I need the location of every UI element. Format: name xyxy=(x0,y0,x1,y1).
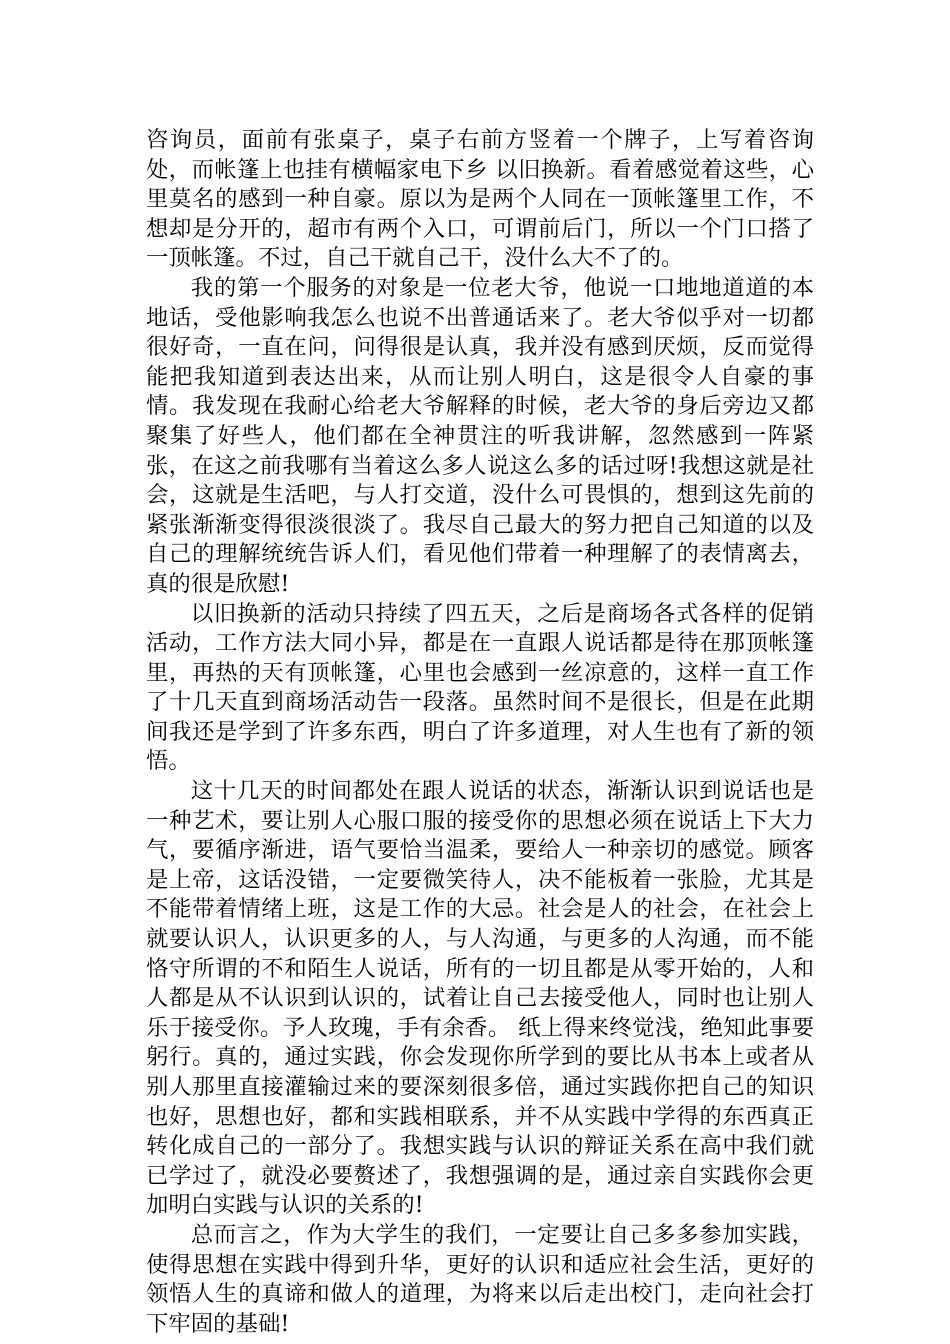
paragraph-1: 咨询员，面前有张桌子，桌子右前方竖着一个牌子，上写着咨询处，而帐篷上也挂有横幅家电下乡 以旧换新。看着感觉着这些，心里莫名的感到一种自豪。原以为是两个人同在一顶帐篷里工作，不想却是分开的，超市有两个入口，可谓前后门，所以一个门口搭了一顶帐篷。不过，自己干就自己干，没什么大不了的。 xyxy=(146,127,814,272)
paragraph-4: 这十几天的时间都处在跟人说话的状态，渐渐认识到说话也是一种艺术，要让别人心服口服的接受你的思想必须在说话上下大力气，要循序渐进，语气要恰当温柔，要给人一种亲切的感觉。顾客是上帝，这话没错，一定要微笑待人，决不能板着一张脸，尤其是不能带着情绪上班，这是工作的大忌。社会是人的社会，在社会上就要认识人，认识更多的人，与人沟通，与更多的人沟通，而不能恪守所谓的不和陌生人说话，所有的一切且都是从零开始的，人和人都是从不认识到认识的，试着让自己去接受他人，同时也让别人乐于接受你。予人玫瑰，手有余香。 纸上得来终觉浅，绝知此事要躬行。真的，通过实践，你会发现你所学到的要比从书本上或者从别人那里直接灌输过来的要深刻很多倍，通过实践你把自己的知识也好，思想也好，都和实践相联系，并不从实践中学得的东西真正转化成自己的一部分了。我想实践与认识的辩证关系在高中我们就已学过了，就没必要赘述了，我想强调的是，通过亲自实践你会更加明白实践与认识的关系的! xyxy=(146,778,814,1219)
document-page xyxy=(146,126,814,1339)
paragraph-5: 总而言之，作为大学生的我们，一定要让自己多多参加实践，使得思想在实践中得到升华，更好的认识和适应社会生活，更好的领悟人生的真谛和做人的道理，为将来以后走出校门，走向社会打下牢固的基础! xyxy=(146,1221,814,1337)
paragraph-3: 以旧换新的活动只持续了四五天，之后是商场各式各样的促销活动，工作方法大同小异，都是在一直跟人说话都是待在那顶帐篷里，再热的天有顶帐篷，心里也会感到一丝凉意的，这样一直工作了十几天直到商场活动告一段落。虽然时间不是很长，但是在此期间我还是学到了许多东西，明白了许多道理，对人生也有了新的领悟。 xyxy=(146,600,814,775)
paragraph-2: 我的第一个服务的对象是一位老大爷，他说一口地地道道的本地话，受他影响我怎么也说不出普通话来了。老大爷似乎对一切都很好奇，一直在问，问得很是认真，我并没有感到厌烦，反而觉得能把我知道到表达出来，从而让别人明白，这是很令人自豪的事情。我发现在我耐心给老大爷解释的时候，老大爷的身后旁边又都聚集了好些人，他们都在全神贯注的听我讲解，忽然感到一阵紧张，在这之前我哪有当着这么多人说这么多的话过呀!我想这就是社会，这就是生活吧，与人打交道，没什么可畏惧的，想到这先前的紧张渐渐变得很淡很淡了。我尽自己最大的努力把自己知道的以及自己的理解统统告诉人们，看见他们带着一种理解了的表情离去，真的很是欣慰! xyxy=(146,274,814,597)
